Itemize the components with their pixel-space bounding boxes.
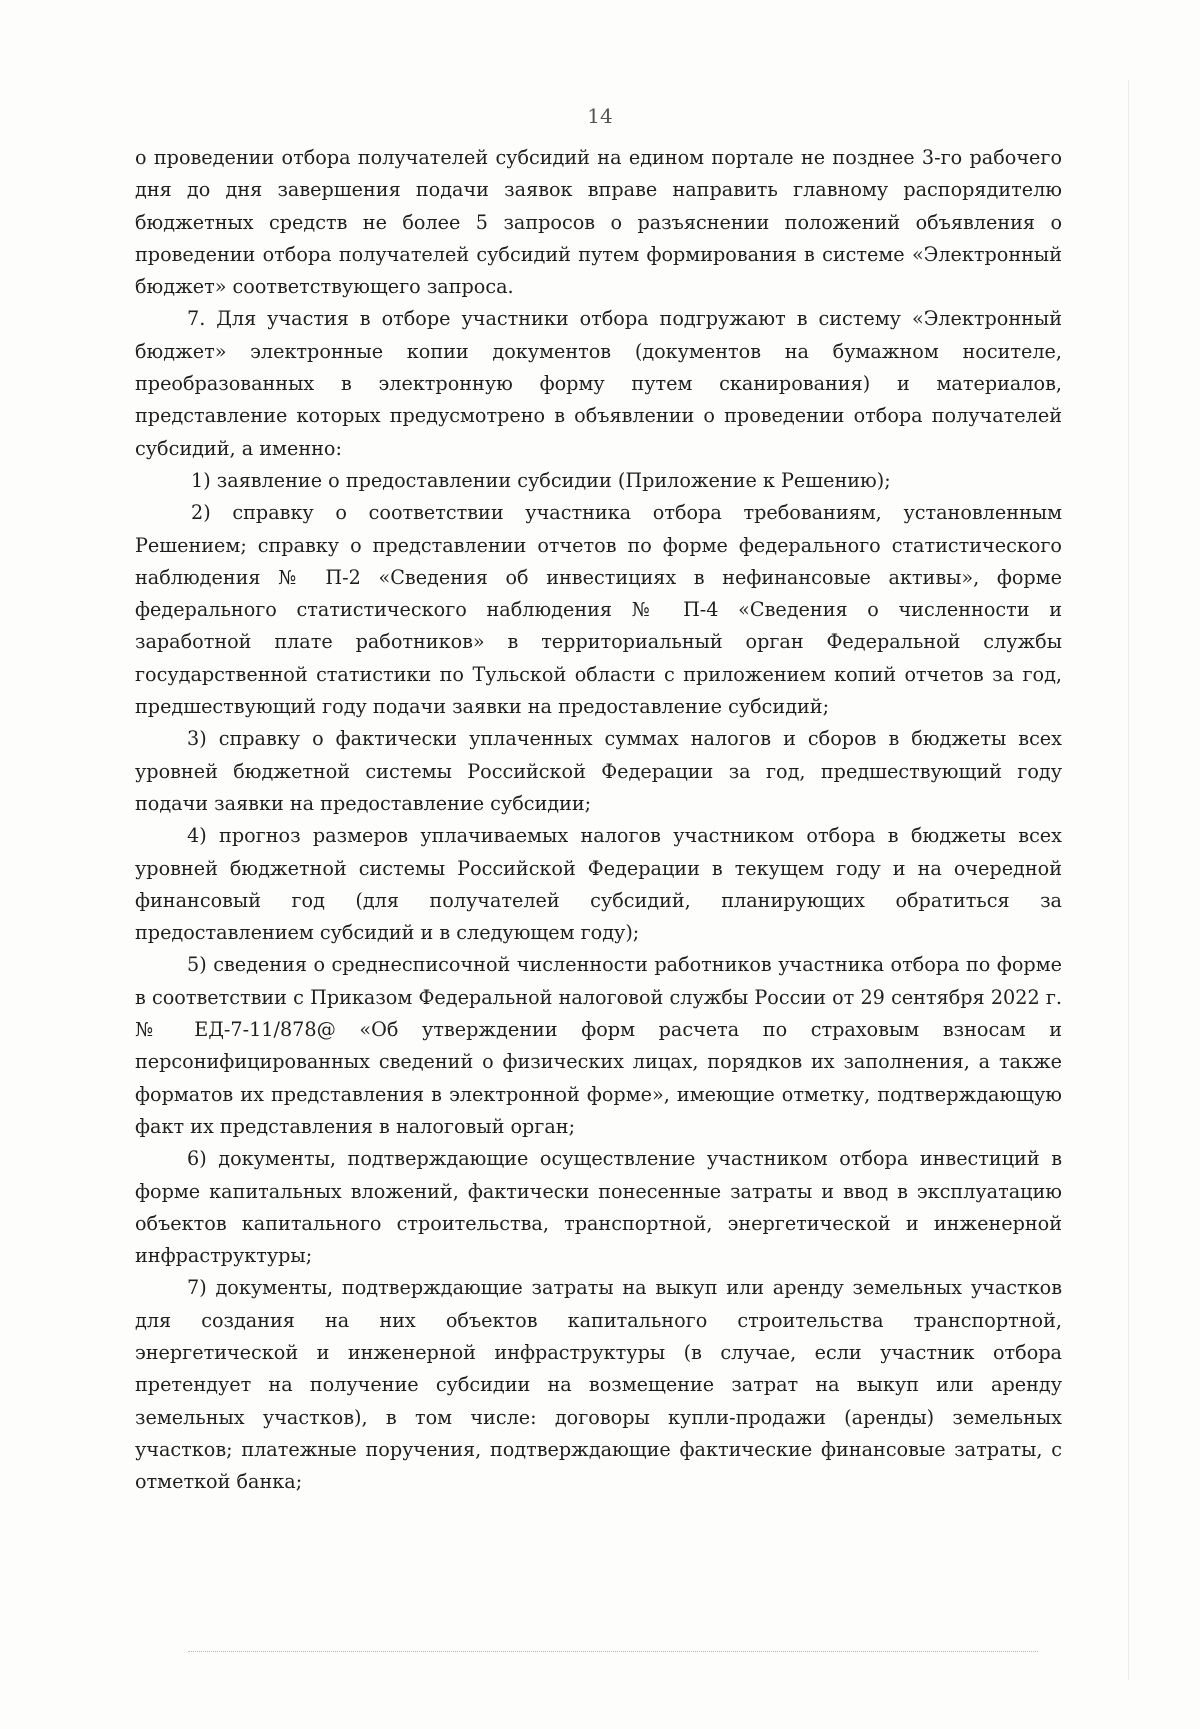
scan-bottom-line <box>188 1651 1038 1652</box>
paragraph-subitem-2: 2) справку о соответствии участника отбора требованиям, установленным Решением; справку о представлении отчетов по форме федерального статистического наблюдения № П-2 «Сведения об инвестициях в нефинансовые активы», форме федерального статистического наблюдения № П-4 «Сведения о численности и заработной плате работников» в территориальный орган Федеральной службы государственной статистики по Тульской области с приложением копий отчетов за год, предшествующий году подачи заявки на предоставление субсидий; <box>135 501 1062 719</box>
paragraph-continuation: о проведении отбора получателей субсидий на едином портале не позднее 3-го рабочего дня до дня завершения подачи заявок вправе направить главному распорядителю бюджетных средств не более 5 запросов о разъяснении положений объявления о проведении отбора получателей субсидий путем формирования в системе «Электронный бюджет» соответствующего запроса. <box>135 146 1062 299</box>
paragraph-item-7: 7. Для участия в отборе участники отбора подгружают в систему «Электронный бюджет» электронные копии документов (документов на бумажном носителе, преобразованных в электронную форму путем сканирования) и материалов, представление которых предусмотрено в объявлении о проведении отбора получателей субсидий, а именно: <box>135 307 1062 460</box>
paragraph-subitem-1: 1) заявление о предоставлении субсидии (Приложение к Решению); <box>191 468 891 492</box>
page-number: 14 <box>587 104 613 128</box>
paragraph-subitem-5: 5) сведения о среднесписочной численности работников участника отбора по форме в соответствии с Приказом Федеральной налоговой службы России от 29 сентября 2022 г. № ЕД-7-11/878@ «Об утверждении форм расчета по страховым взносам и персонифицированных сведений о физических лицах, порядков их заполнения, а также форматов их представления в электронной форме», имеющие отметку, подтверждающую факт их представления в налоговый орган; <box>135 953 1062 1138</box>
paragraph-subitem-6: 6) документы, подтверждающие осуществление участником отбора инвестиций в форме капитальных вложений, фактически понесенные затраты и ввод в эксплуатацию объектов капитального строительства, транспортной, энергетической и инженерной инфраструктуры; <box>135 1147 1062 1268</box>
paragraph-subitem-7: 7) документы, подтверждающие затраты на выкуп или аренду земельных участков для создания на них объектов капитального строительства транспортной, энергетической и инженерной инфраструктуры (в случае, если участник отбора претендует на получение субсидии на возмещение затрат на выкуп или аренду земельных участков), в том числе: договоры купли-продажи (аренды) земельных участков; платежные поручения, подтверждающие фактические финансовые затраты, с отметкой банка; <box>135 1276 1062 1494</box>
document-body <box>135 142 1062 1498</box>
paragraph-subitem-3: 3) справку о фактически уплаченных суммах налогов и сборов в бюджеты всех уровней бюджетной системы Российской Федерации за год, предшествующий году подачи заявки на предоставление субсидии; <box>135 727 1062 815</box>
scan-right-edge <box>1128 80 1129 1680</box>
paragraph-subitem-4: 4) прогноз размеров уплачиваемых налогов участником отбора в бюджеты всех уровней бюджетной системы Российской Федерации в текущем году и на очередной финансовый год (для получателей субсидий, планирующих обратиться за предоставлением субсидий и в следующем году); <box>135 824 1062 945</box>
